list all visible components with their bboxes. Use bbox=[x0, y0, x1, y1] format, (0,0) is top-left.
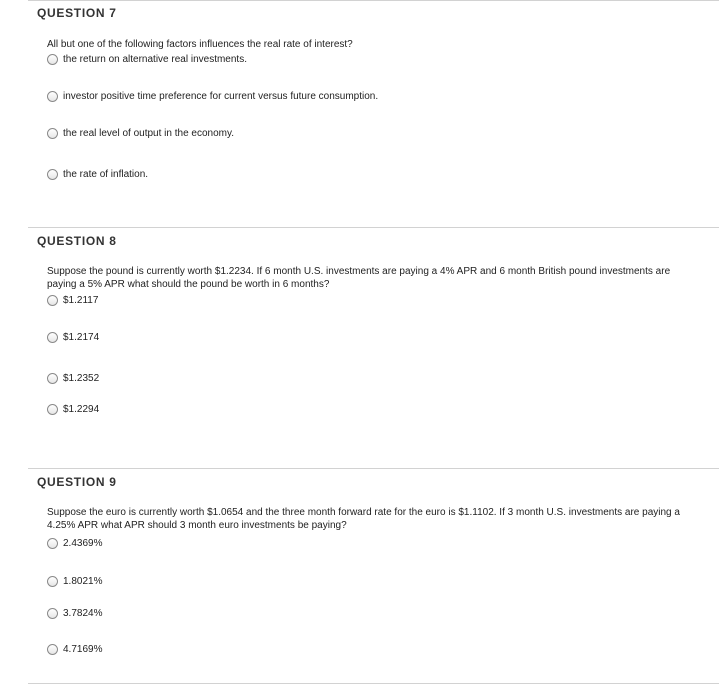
radio-button[interactable] bbox=[47, 608, 58, 619]
question-text: Suppose the pound is currently worth $1.2234. If 6 month U.S. investments are paying a 4% APR and 6 month British pound investments are paying a 5% APR what should the pound be worth in 6 months? bbox=[47, 266, 671, 290]
answer-label: the rate of inflation. bbox=[63, 169, 149, 180]
answer-label: $1.2352 bbox=[63, 373, 100, 384]
answer-option[interactable] bbox=[47, 576, 102, 587]
question-title: QUESTION 7 bbox=[37, 6, 117, 20]
radio-button[interactable] bbox=[47, 54, 58, 65]
answer-label: $1.2117 bbox=[63, 295, 99, 306]
answer-label: 4.7169% bbox=[63, 644, 103, 655]
divider bbox=[28, 227, 719, 228]
answer-label: $1.2294 bbox=[63, 404, 100, 415]
radio-button[interactable] bbox=[47, 576, 58, 587]
answer-option[interactable] bbox=[47, 644, 102, 655]
radio-button[interactable] bbox=[47, 644, 58, 655]
answer-label: 3.7824% bbox=[63, 608, 103, 619]
radio-button[interactable] bbox=[47, 538, 58, 549]
answer-label: 1.8021% bbox=[63, 576, 103, 587]
answer-label: the real level of output in the economy. bbox=[63, 128, 235, 139]
radio-button[interactable] bbox=[47, 128, 58, 139]
answer-label: 2.4369% bbox=[63, 538, 103, 549]
answer-option[interactable] bbox=[47, 128, 234, 139]
radio-button[interactable] bbox=[47, 91, 58, 102]
divider bbox=[28, 468, 719, 469]
radio-button[interactable] bbox=[47, 169, 58, 180]
answer-option[interactable] bbox=[47, 608, 102, 619]
radio-button[interactable] bbox=[47, 295, 58, 306]
answer-label: the return on alternative real investments. bbox=[63, 54, 247, 65]
answer-option[interactable] bbox=[47, 91, 378, 102]
answer-label: investor positive time preference for current versus future consumption. bbox=[63, 91, 379, 102]
answer-option[interactable] bbox=[47, 295, 98, 306]
answer-option[interactable] bbox=[47, 54, 247, 65]
answer-option[interactable] bbox=[47, 373, 99, 384]
question-text: All but one of the following factors influences the real rate of interest? bbox=[47, 39, 353, 50]
question-title: QUESTION 8 bbox=[37, 234, 117, 248]
answer-option[interactable] bbox=[47, 404, 99, 415]
divider bbox=[28, 683, 719, 684]
divider bbox=[28, 0, 719, 1]
answer-option[interactable] bbox=[47, 538, 102, 549]
question-text: Suppose the euro is currently worth $1.0654 and the three month forward rate for the euro is $1.1102. If 3 month U.S. investments are paying a 4.25% APR what APR should 3 month euro investments be paying? bbox=[47, 507, 680, 531]
radio-button[interactable] bbox=[47, 332, 58, 343]
radio-button[interactable] bbox=[47, 373, 58, 384]
answer-label: $1.2174 bbox=[63, 332, 100, 343]
radio-button[interactable] bbox=[47, 404, 58, 415]
answer-option[interactable] bbox=[47, 332, 99, 343]
question-title: QUESTION 9 bbox=[37, 475, 117, 489]
answer-option[interactable] bbox=[47, 169, 148, 180]
